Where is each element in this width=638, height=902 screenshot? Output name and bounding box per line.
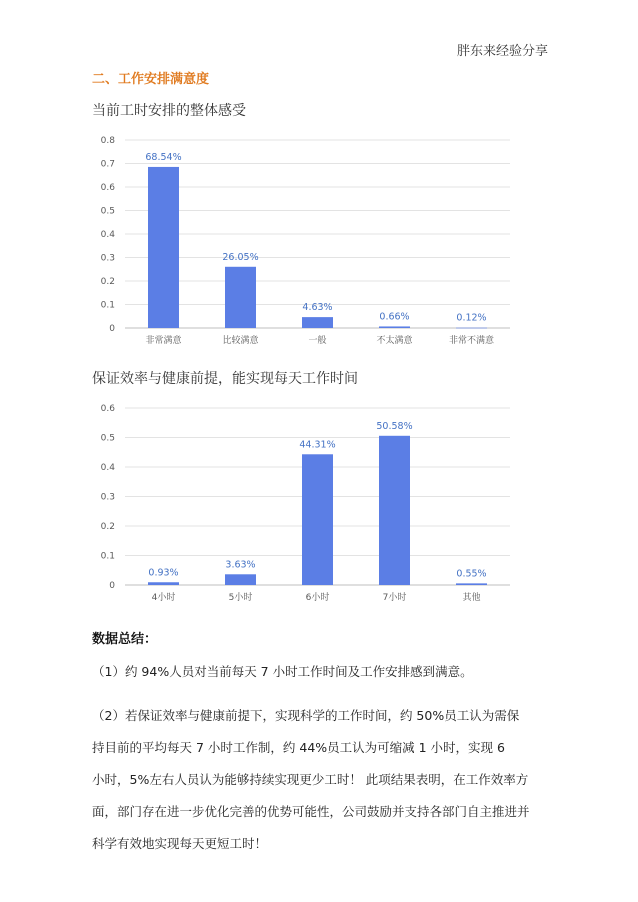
section-title: 二、工作安排满意度 [92,72,210,87]
bar [379,436,410,585]
header-note: 胖东来经验分享 [456,44,548,59]
summary-title: 数据总结： [92,632,158,647]
y-tick-label: 0 [109,581,115,591]
data-label: 68.54% [145,151,182,163]
y-tick-label: 0.5 [100,433,115,444]
y-tick-label: 0.2 [100,277,115,287]
work-hours-bar-chart [90,393,520,613]
y-tick-label: 0.7 [100,159,115,170]
bar [302,454,333,585]
bar [148,582,179,585]
data-label: 44.31% [299,439,336,451]
x-tick-label: 不太满意 [376,336,413,346]
x-tick-label: 5小时 [228,593,253,603]
summary-para-2-line: 小时，5%左右人员认为能够持续实现更少工时！ 此项结果表明，在工作效率方 [92,772,529,787]
chart-1-title: 当前工时安排的整体感受 [92,103,246,119]
summary-para-2-line: 科学有效地实现每天更短工时！ [92,836,268,851]
x-tick-label: 其他 [462,593,481,603]
chart-2-title: 保证效率与健康前提，能实现每天工作时间 [92,371,358,387]
y-tick-label: 0.1 [100,551,115,562]
x-tick-label: 4小时 [151,593,176,603]
data-label: 0.55% [456,568,487,580]
summary-para-2-line: （2）若保证效率与健康前提下，实现科学的工作时间，约 50%员工认为需保 [92,708,520,723]
x-tick-label: 非常不满意 [448,336,495,346]
data-label: 26.05% [222,251,259,263]
summary-para-2-line: 面，部门存在进一步优化完善的优势可能性，公司鼓励并支持各部门自主推进并 [92,804,530,819]
bar [456,583,487,585]
y-tick-label: 0.2 [100,522,115,532]
data-label: 0.93% [148,567,179,579]
data-label: 3.63% [225,559,256,571]
x-tick-label: 一般 [308,336,327,346]
y-tick-label: 0.3 [100,492,115,503]
y-tick-label: 0.6 [100,183,115,193]
y-tick-label: 0.6 [100,404,115,414]
summary-para-1: （1）约 94%人员对当前每天 7 小时工作时间及工作安排感到满意。 [92,664,473,679]
bar [225,267,256,328]
x-tick-label: 6小时 [305,593,330,603]
y-tick-label: 0.3 [100,253,115,264]
y-tick-label: 0.8 [100,136,115,146]
y-tick-label: 0.1 [100,300,115,311]
y-tick-label: 0.4 [100,463,115,473]
data-label: 0.12% [456,312,487,324]
bar [379,326,410,328]
x-tick-label: 非常满意 [145,336,182,346]
y-tick-label: 0 [109,324,115,334]
bar [302,317,333,328]
data-label: 0.66% [379,311,410,323]
satisfaction-bar-chart [90,125,520,355]
x-tick-label: 7小时 [382,593,407,603]
data-label: 50.58% [376,420,413,432]
bar [148,167,179,328]
data-label: 4.63% [302,302,333,314]
bar [225,574,256,585]
y-tick-label: 0.5 [100,206,115,217]
y-tick-label: 0.4 [100,230,115,240]
summary-para-2 [92,700,552,860]
x-tick-label: 比较满意 [222,336,259,346]
summary-para-2-line: 持目前的平均每天 7 小时工作制，约 44%员工认为可缩减 1 小时，实现 6 [92,740,505,755]
bar [456,328,487,329]
